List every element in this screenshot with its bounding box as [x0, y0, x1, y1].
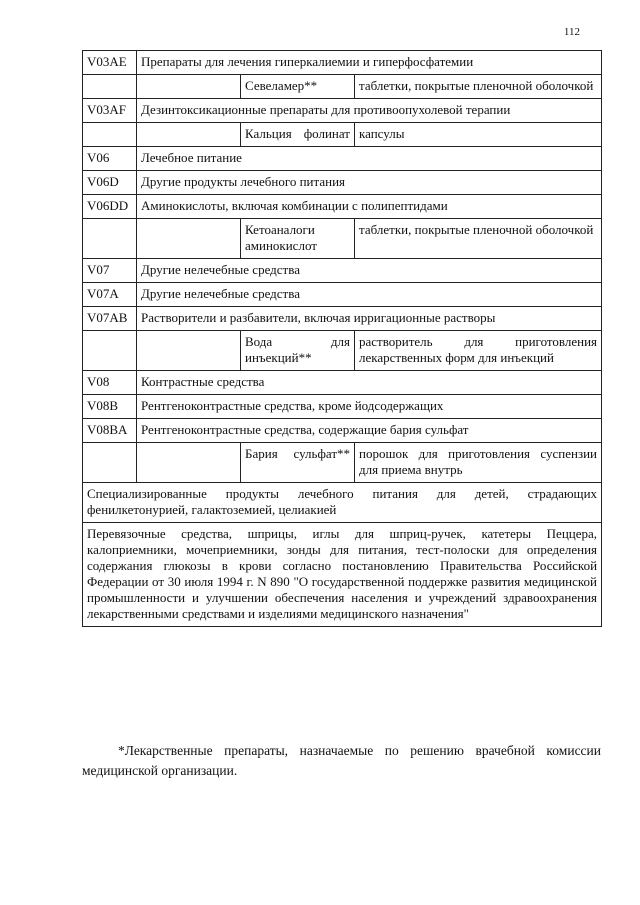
- empty-code-cell: [83, 219, 137, 259]
- atc-code-cell: V07AB: [83, 307, 137, 331]
- atc-code-cell: V03AF: [83, 99, 137, 123]
- dosage-form-cell: растворитель для приготовления лекарственных форм для инъекций: [355, 331, 602, 371]
- dosage-form-cell: таблетки, покрытые пленочной оболочкой: [355, 75, 602, 99]
- footnote: *Лекарственные препараты, назначаемые по решению врачебной комиссии медицинской организации.: [82, 743, 601, 778]
- empty-group-cell: [137, 123, 241, 147]
- empty-group-cell: [137, 219, 241, 259]
- group-name-cell: Лечебное питание: [137, 147, 602, 171]
- empty-code-cell: [83, 331, 137, 371]
- group-name-cell: Другие нелечебные средства: [137, 259, 602, 283]
- drug-name-cell: Кальция фолинат: [241, 123, 355, 147]
- group-name-cell: Другие продукты лечебного питания: [137, 171, 602, 195]
- atc-code-cell: V06D: [83, 171, 137, 195]
- drug-name-cell: Вода для инъекций**: [241, 331, 355, 371]
- empty-code-cell: [83, 75, 137, 99]
- table-row: [83, 171, 602, 195]
- table-row: [83, 283, 602, 307]
- group-name-cell: Препараты для лечения гиперкалиемии и гиперфосфатемии: [137, 51, 602, 75]
- dosage-form-cell: капсулы: [355, 123, 602, 147]
- atc-code-cell: V06: [83, 147, 137, 171]
- note-cell: Перевязочные средства, шприцы, иглы для шприц-ручек, катетеры Пеццера, калоприемники, мочеприемники, зонды для питания, тест-полоски для определения содержания глюкозы в крови согласно постановлению Правительства Российской Федерации от 30 июля 1994 г. N 890 "О государственной поддержке развития медицинской промышленности и улучшении обеспечения населения и учреждений здравоохранения лекарственными средствами и изделиями медицинского назначения": [83, 523, 602, 627]
- table-row: [83, 307, 602, 331]
- drug-table: [82, 50, 602, 627]
- group-name-cell: Рентгеноконтрастные средства, кроме йодсодержащих: [137, 395, 602, 419]
- empty-code-cell: [83, 123, 137, 147]
- group-name-cell: Рентгеноконтрастные средства, содержащие бария сульфат: [137, 419, 602, 443]
- empty-group-cell: [137, 331, 241, 371]
- group-name-cell: Контрастные средства: [137, 371, 602, 395]
- drug-name-cell: Кетоаналоги аминокислот: [241, 219, 355, 259]
- table-row: [83, 147, 602, 171]
- atc-code-cell: V07A: [83, 283, 137, 307]
- atc-code-cell: V06DD: [83, 195, 137, 219]
- dosage-form-cell: таблетки, покрытые пленочной оболочкой: [355, 219, 602, 259]
- table-row: [83, 259, 602, 283]
- table-row: [83, 483, 602, 523]
- empty-code-cell: [83, 443, 137, 483]
- atc-code-cell: V08: [83, 371, 137, 395]
- atc-code-cell: V07: [83, 259, 137, 283]
- atc-code-cell: V08B: [83, 395, 137, 419]
- table-row: [83, 371, 602, 395]
- table-row: [83, 195, 602, 219]
- table-row: [83, 75, 602, 99]
- note-cell: Специализированные продукты лечебного питания для детей, страдающих фенилкетонурией, галактоземией, целиакией: [83, 483, 602, 523]
- table-row: [83, 443, 602, 483]
- page-number: 112: [563, 26, 580, 38]
- group-name-cell: Растворители и разбавители, включая ирригационные растворы: [137, 307, 602, 331]
- table-row: [83, 419, 602, 443]
- drug-name-cell: Бария сульфат**: [241, 443, 355, 483]
- table-row: [83, 331, 602, 371]
- empty-group-cell: [137, 75, 241, 99]
- empty-group-cell: [137, 443, 241, 483]
- table-row: [83, 523, 602, 627]
- table-row: [83, 219, 602, 259]
- atc-code-cell: V08BA: [83, 419, 137, 443]
- table-row: [83, 51, 602, 75]
- group-name-cell: Другие нелечебные средства: [137, 283, 602, 307]
- table-row: [83, 123, 602, 147]
- dosage-form-cell: порошок для приготовления суспензии для приема внутрь: [355, 443, 602, 483]
- table-row: [83, 395, 602, 419]
- group-name-cell: Дезинтоксикационные препараты для противоопухолевой терапии: [137, 99, 602, 123]
- atc-code-cell: V03AE: [83, 51, 137, 75]
- drug-name-cell: Севеламер**: [241, 75, 355, 99]
- table-row: [83, 99, 602, 123]
- group-name-cell: Аминокислоты, включая комбинации с полипептидами: [137, 195, 602, 219]
